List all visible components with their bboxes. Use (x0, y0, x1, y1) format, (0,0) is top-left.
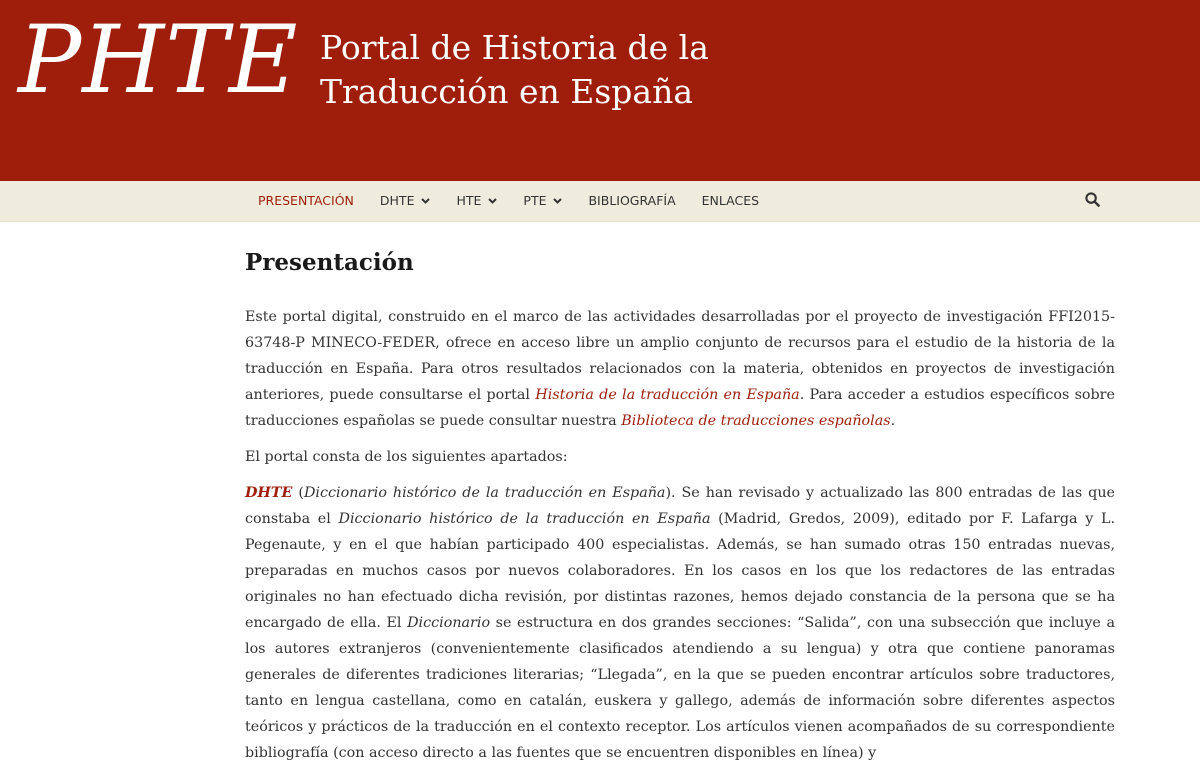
page-title: Presentación (245, 249, 414, 276)
biblioteca-traducciones-link[interactable]: Biblioteca de traducciones españolas (621, 413, 891, 429)
intro-paragraph (245, 304, 1115, 434)
dhte-em-3: Diccionario (407, 615, 491, 631)
site-logo[interactable]: PHTE (18, 6, 299, 115)
chevron-down-icon (488, 182, 497, 222)
main-content (245, 246, 1115, 776)
nav-item-presentacion[interactable] (245, 181, 367, 222)
nav-item-label: DHTE (379, 193, 415, 208)
site-header (0, 0, 1200, 181)
intro-text-2: . Para acceder a estudios específicos sobre traducciones españolas se puede consultar nuestra (245, 387, 1115, 429)
nav-item-label: BIBLIOGRAFÍA (588, 193, 676, 208)
search-icon (1085, 192, 1100, 211)
dhte-text-3: (Madrid, Gredos, 2009), editado por F. Lafarga y L. Pegenaute, y en el que habían participado 400 especialistas. Además, se han sumado otras 150 entradas nuevas, preparadas en muchos casos por nuevos colaboradores. En los casos en los que los redactores de las entradas originales no han efectuado dicha revisión, por distintas razones, hemos dejado constancia de la persona que se ha encargado de ella. El (245, 511, 1115, 631)
historia-traduccion-link[interactable]: Historia de la traducción en España (535, 387, 800, 403)
dhte-em-1: Diccionario histórico de la traducción en España (303, 485, 666, 501)
intro-text-1: Este portal digital, construido en el marco de las actividades desarrolladas por el proyecto de investigación FFI2015-63748-P MINECO-FEDER, ofrece en acceso libre un amplio conjunto de recursos para el estudio de la historia de la traducción en España. Para otros resultados relacionados con la materia, obtenidos en proyectos de investigación anteriores, puede consultarse el portal (245, 309, 1115, 403)
chevron-down-icon (553, 182, 562, 222)
nav-item-label: PTE (523, 193, 547, 208)
site-title-line-1: Portal de Historia de la (320, 28, 709, 67)
main-navigation (0, 181, 1200, 222)
nav-item-pte[interactable] (510, 181, 575, 222)
nav-item-label: ENLACES (701, 193, 760, 208)
nav-item-enlaces[interactable] (689, 181, 772, 222)
dhte-text-4: se estructura en dos grandes secciones: “Salida”, con una subsección que incluye a los autores extranjeros (convenientemente clasificados atendiendo a su lengua) y otra que contiene panoramas generales de diferentes tradiciones literarias; “Llegada”, en la que se pueden encontrar artículos sobre traductores, tanto en lengua castellana, como en catalán, euskera y gallego, además de información sobre diferentes aspectos teóricos y prácticos de la traducción en el contexto receptor. Los artículos vienen acompañados de su correspondiente bibliografía (con acceso directo a las fuentes que se encuentren disponibles en línea) y (245, 615, 1115, 761)
site-title[interactable] (320, 26, 740, 114)
chevron-down-icon (421, 182, 430, 222)
dhte-em-2: Diccionario histórico de la traducción en España (338, 511, 711, 527)
nav-item-label: HTE (456, 193, 482, 208)
nav-item-hte[interactable] (443, 181, 510, 222)
dhte-link[interactable]: DHTE (245, 485, 293, 501)
sections-intro-paragraph: El portal consta de los siguientes apartados: (245, 449, 568, 465)
search-button[interactable] (1085, 192, 1103, 210)
nav-item-dhte[interactable] (367, 181, 444, 222)
nav-menu (245, 181, 772, 222)
dhte-text-2: ). Se han revisado y actualizado las 800 entradas de las que constaba el (245, 485, 1115, 527)
dhte-paragraph (245, 480, 1115, 766)
dhte-text-1: ( (292, 485, 304, 501)
nav-item-bibliografia[interactable] (575, 181, 688, 222)
nav-item-label: PRESENTACIÓN (258, 193, 354, 208)
site-title-line-2: Traducción en España (320, 72, 693, 111)
intro-text-3: . (890, 413, 896, 429)
